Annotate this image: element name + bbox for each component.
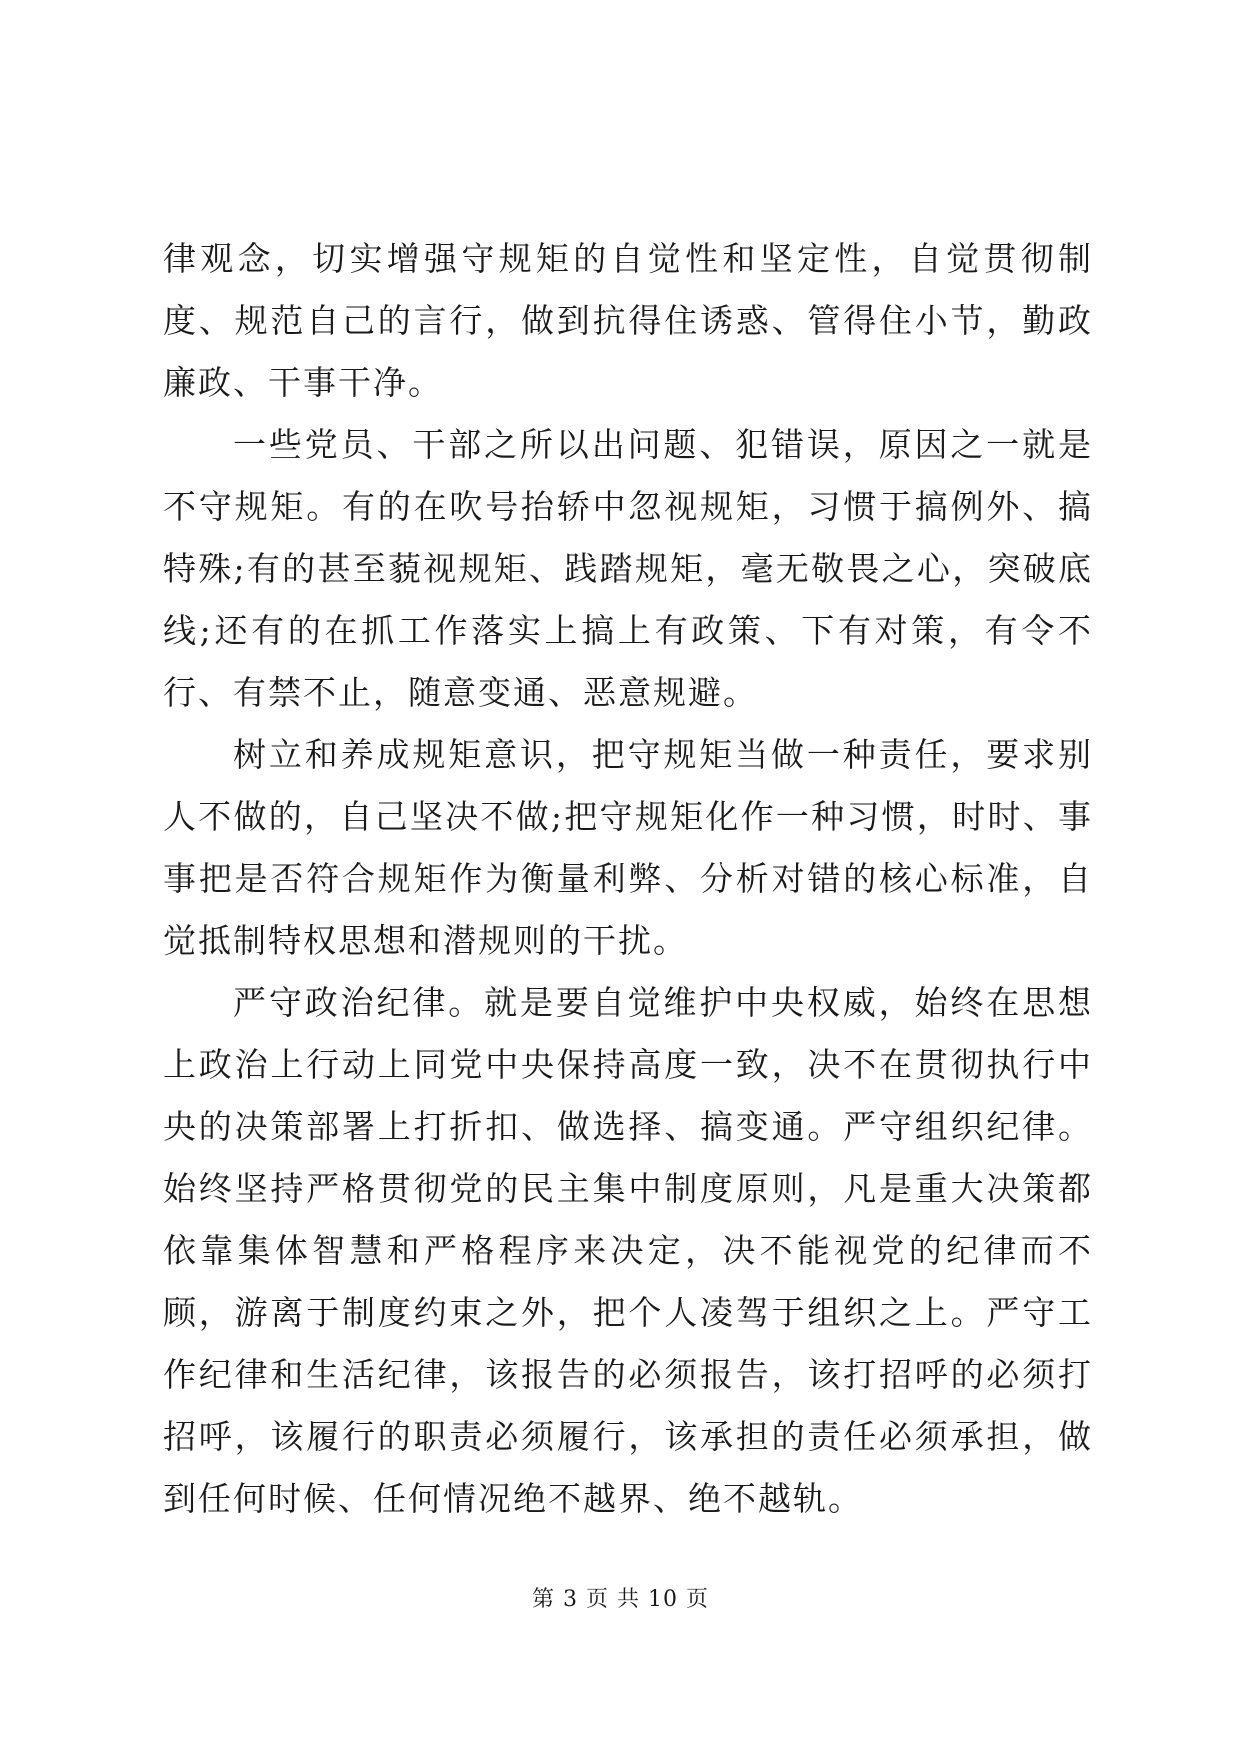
- document-body: [163, 228, 1093, 1530]
- page-number-footer: 第 3 页 共 10 页: [532, 1587, 709, 1612]
- paragraph-discipline: 严守政治纪律。就是要自觉维护中央权威，始终在思想上政治上行动上同党中央保持高度一致，决不在贯彻执行中央的决策部署上打折扣、做选择、搞变通。严守组织纪律。始终坚持严格贯彻党的民主集中制度原则，凡是重大决策都依靠集体智慧和严格程序来决定，决不能视党的纪律而不顾，游离于制度约束之外，把个人凌驾于组织之上。严守工作纪律和生活纪律，该报告的必须报告，该打招呼的必须打招呼，该履行的职责必须履行，该承担的责任必须承担，做到任何时候、任何情况绝不越界、绝不越轨。: [163, 983, 1093, 1518]
- paragraph-continuation: 律观念，切实增强守规矩的自觉性和坚定性，自觉贯彻制度、规范自己的言行，做到抗得住诱惑、管得住小节，勤政廉政、干事干净。: [163, 239, 1093, 402]
- paragraph-rule-awareness: 树立和养成规矩意识，把守规矩当做一种责任，要求别人不做的，自己坚决不做;把守规矩化作一种习惯，时时、事事把是否符合规矩作为衡量利弊、分析对错的核心标准，自觉抵制特权思想和潜规则的干扰。: [163, 735, 1093, 960]
- paragraph-rule-violations: 一些党员、干部之所以出问题、犯错误，原因之一就是不守规矩。有的在吹号抬轿中忽视规矩，习惯于搞例外、搞特殊;有的甚至藐视规矩、践踏规矩，毫无敬畏之心，突破底线;还有的在抓工作落实上搞上有政策、下有对策，有令不行、有禁不止，随意变通、恶意规避。: [163, 425, 1093, 712]
